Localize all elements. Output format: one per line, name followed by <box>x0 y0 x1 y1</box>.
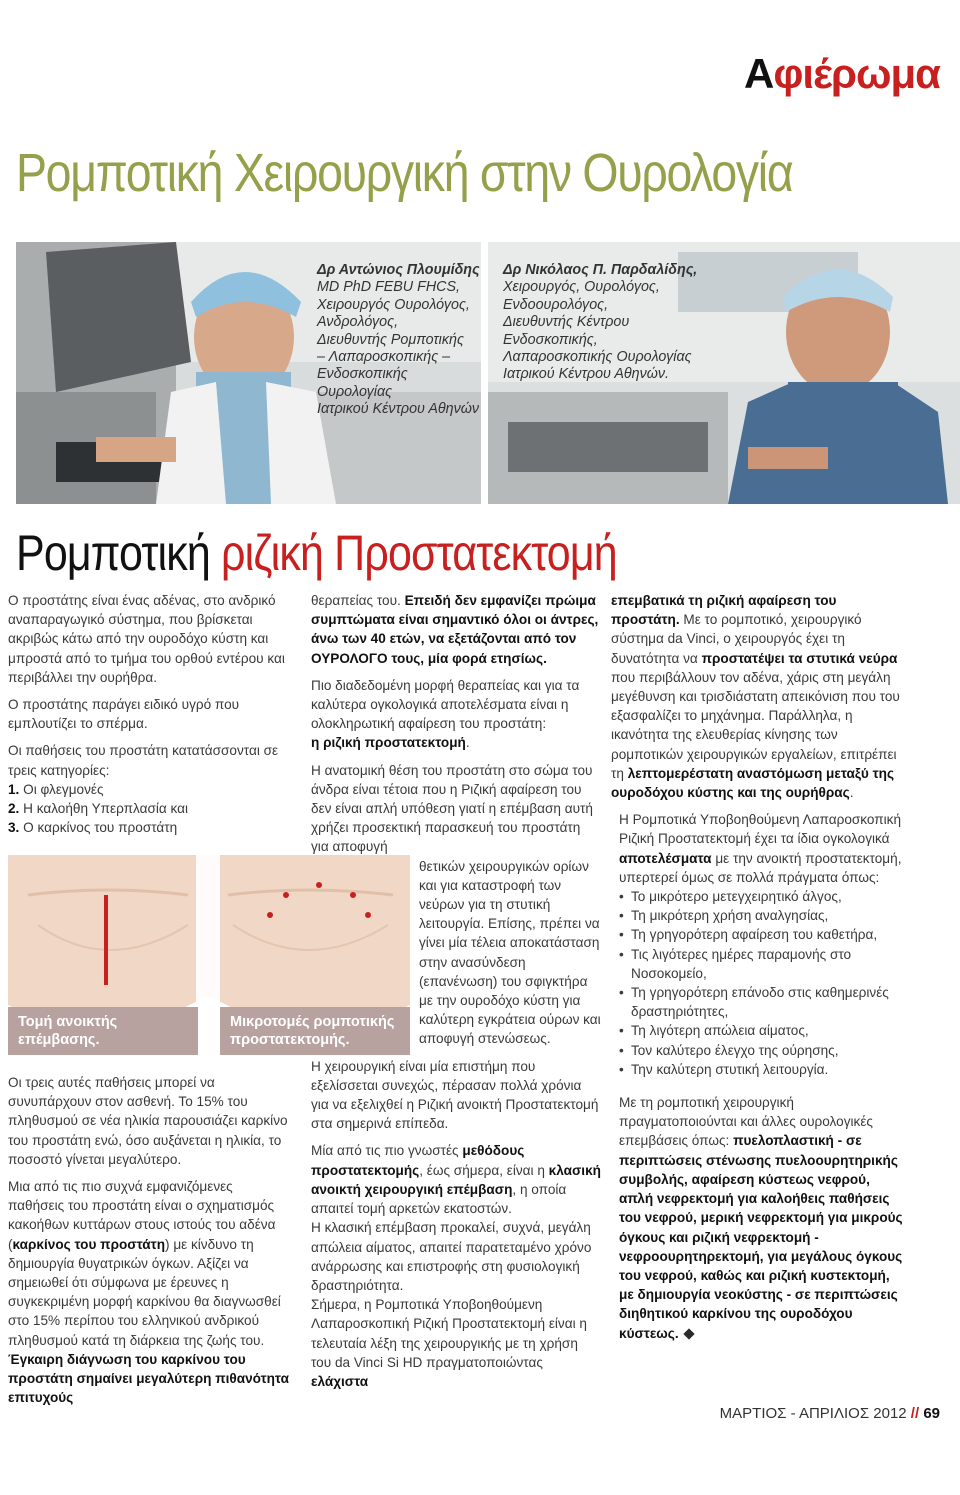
benefit-item: • Τον καλύτερο έλεγχο της ούρησης, <box>631 1041 903 1060</box>
text-run: με την ανοικτή προστατεκτομή, υπερτερεί όμως σε πολλά πράγματα όπως: <box>619 850 902 885</box>
benefit-item: • Το μικρότερο μετεγχειρητικό άλγος, <box>631 887 903 906</box>
paragraph <box>611 810 903 887</box>
paragraph: Πιο διαδεδομένη μορφή θεραπείας και για τα καλύτερα ογκολογικά αποτελέσματα είναι η ολοκληρωτική αφαίρεση του προστάτη: η ριζική προστατεκτομή. <box>311 677 580 751</box>
caption-line: Ανδρολόγος, <box>317 314 399 331</box>
paragraph <box>611 591 903 802</box>
emphasis: Επειδή δεν εμφανίζει πρώιμα συμπτώματα είναι σημαντικό όλοι οι άντρες, άνω των 40 ετών, να εξετάζονται από τον ΟΥΡΟΛΟΓΟ τους, μία φορά ετησίως. <box>311 593 599 666</box>
caption-line: Διευθυντής Ρομποτικής <box>317 331 464 348</box>
text-run: . <box>849 785 854 801</box>
list-item <box>8 818 290 837</box>
emphasis: λεπτομερέστατη αναστόμωση μεταξύ της ουροδόχου κύστης και της ουρήθρας <box>611 765 895 801</box>
benefit-item: • Τη μικρότερη χρήση αναλγησίας, <box>631 906 903 925</box>
paragraph <box>8 1177 290 1407</box>
caption-line: Ενδοουρολόγος, <box>503 296 609 313</box>
caption-doctor-1 <box>317 262 482 419</box>
caption-line: Ιατρικού Κέντρου Αθηνών <box>317 401 480 418</box>
caption-line: – Λαπαροσκοπικής – <box>317 349 451 366</box>
doctor-2-name: Δρ Νικόλαος Π. Παρδαλίδης, <box>503 262 698 278</box>
list-number: 3. <box>8 820 20 836</box>
text-run: Με το ρομποτικό, χειρουργικό σύστημα da Vinci, ο χειρουργός έχει τη δυνατότητα να <box>611 612 862 666</box>
emphasis: αποτελέσματα <box>619 850 712 866</box>
kicker-initial: Α <box>744 50 774 97</box>
caption-line: Χειρουργός Ουρολόγος, <box>317 296 470 313</box>
list-item <box>8 799 290 818</box>
emphasis: μεθόδους προστατεκτομής <box>311 1143 525 1178</box>
list-number: 1. <box>8 781 20 797</box>
text-run: Με τη ρομποτική χειρουργική πραγματοποιούνται και άλλες ουρολογικές επεμβάσεις όπως: <box>619 1095 873 1149</box>
paragraph: Η κλασική επέμβαση προκαλεί, συχνά, μεγάλη απώλεια αίματος, απαιτεί παρατεταμένο χρόνο ανάρρωσης και επιστροφής στη φυσιολογική δραστηριότητα. <box>311 1220 592 1293</box>
text-run: Μία από τις πιο γνωστές <box>311 1143 463 1159</box>
text-run: , έως σήμερα, είναι η <box>419 1162 549 1178</box>
paragraph: Ο προστάτης παράγει ειδικό υγρό που εμπλουτίζει το σπέρμα. <box>8 697 240 732</box>
paragraph: Η ανατομική θέση του προστάτη στο σώμα του άνδρα είναι τέτοια που η Ριζική αφαίρεση του δεν είναι απλή υπόθεση γιατί η επέμβαση αυτή χρήζει προσεκτική παρασκευή του προστάτη για αποφυγή <box>311 762 593 855</box>
section-title-main: Ρομποτική <box>16 525 210 581</box>
kicker-rest: φιέρωμα <box>773 50 940 97</box>
list-item <box>8 780 290 799</box>
doctor-1-name: Δρ Αντώνιος Πλουμίδης <box>317 262 480 278</box>
text-run: Μια από τις πιο συχνά εμφανιζόμενες παθήσεις του προστάτη είναι ο σχηματισμός κακοήθων κυττάρων στους ιστούς του αδένα ( <box>8 1179 276 1252</box>
caption-line: Ενδοσκοπικής, <box>503 331 598 348</box>
benefit-item: • Τη λιγότερη απώλεια αίματος, <box>631 1021 903 1040</box>
column-1-bottom <box>8 1073 290 1415</box>
text-run: ) με κίνδυνο τη δημιουργία θυγατρικών όγκων. Αξίζει να σημειωθεί ότι σύμφωνα με έρευνες η συγκεκριμένη μορφή καρκίνου θα διαγνωσθεί στο 15% περίπου του ελληνικού ανδρικού πληθυσμού κατά τη διάρκεια της ζωής του. <box>8 1236 281 1348</box>
paragraph: Οι τρεις αυτές παθήσεις μπορεί να συνυπάρχουν στον ασθενή. Το 15% του πληθυσμού σε νέα ηλικία παρουσιάζει καρκίνο του προστάτη ενώ, όσο αυξάνεται η ηλικία, το ποσοστό γίνεται μεγαλύτερο. <box>8 1075 288 1167</box>
paragraph <box>311 591 601 668</box>
text-run: Η Ρομποτικά Υποβοηθούμενη Λαπαροσκοπική Ριζική Προστατεκτομή έχει τα ίδια ογκολογικά <box>619 812 902 847</box>
emphasis: κλασική ανοικτή χειρουργική επέμβαση <box>311 1162 601 1197</box>
page-footer <box>720 1405 940 1422</box>
label-open-surgery: Τομή ανοικτής επέμβασης. <box>8 1007 198 1055</box>
caption-line: Ενδοσκοπικής Ουρολογίας <box>317 366 408 400</box>
footer-separator: // <box>910 1405 920 1422</box>
text-run: , η οποία απαιτεί τομή αρκετών εκατοστών. <box>311 1181 567 1217</box>
section-title <box>16 524 617 582</box>
issue-date: ΜΑΡΤΙΟΣ - ΑΠΡΙΛΙΟΣ 2012 <box>719 1405 907 1422</box>
paragraph: θετικών χειρουργικών ορίων και για καταστροφή των νεύρων για τη στυτική λειτουργία. Επίσης, πρέπει να γίνει μία τέλεια αποκατάσταση στην ανασύνδεση (επανένωση) του σφιγκτήρα με την ουροδόχο κύστη για καλύτερη εγκράτεια ούρων και αποφυγή στενώσεως. <box>419 858 601 1047</box>
emphasis: πυελοπλαστική - σε περιπτώσεις στένωσης πυελοουρητηρικής συμβολής, αφαίρεση κύστεως νεφρού, απλή νεφρεκτομή για καλοήθεις παθήσεις του νεφρού, μερική νεφρεκτομή για μικρούς όγκους και ριζική νεφρεκτομή - νεφροουρητηρεκτομή, για μεγάλους όγκους του νεφρού, καθώς και ριζική κυστεκτομή, με δημιουργία νεοκύστης - σε περιπτώσεις διηθητικού καρκίνου της ουροδόχου κύστεως. <box>619 1133 903 1341</box>
page-number: 69 <box>923 1405 940 1422</box>
list-text: Ο καρκίνος του προστάτη <box>23 820 178 836</box>
emphasis: προστατέψει τα στυτικά νεύρα <box>701 650 898 666</box>
list-text: Η καλοήθη Υπερπλασία και <box>23 801 189 817</box>
caption-line: Διευθυντής Κέντρου <box>503 314 630 331</box>
benefit-item: • Τη γρηγορότερη επάνοδο στις καθημερινές δραστηριότητες, <box>631 983 903 1021</box>
paragraph <box>311 1141 601 1218</box>
page-title: Ρομποτική Χειρουργική στην Ουρολογία <box>16 143 793 203</box>
emphasis: ελάχιστα <box>311 1373 369 1389</box>
column-3 <box>611 591 903 1351</box>
label-robotic-incisions: Μικροτομές ρομποτικής προστατεκτομής. <box>220 1007 410 1055</box>
emphasis: επεμβατικά τη ριζική αφαίρεση του προστάτη. <box>611 593 837 628</box>
paragraph: Ο προστάτης είναι ένας αδένας, στο ανδρικό αναπαραγωγικό σύστημα, που βρίσκεται ακριβώς κάτω από την ουροδόχο κύστη και μπροστά από το τμήμα του ορθού εντέρου και περιβάλλει την ουρήθρα. <box>8 593 285 685</box>
list-number: 2. <box>8 801 20 817</box>
text-run: Παράλληλα, η ικανότητα της ελευθερίας κίνησης των ρομποτικών χειρουργικών εργαλείων, επιτρέπει τη <box>611 708 897 781</box>
caption-doctor-2 <box>503 262 703 384</box>
column-2 <box>311 591 601 1399</box>
caption-line: Χειρουργός, Ουρολόγος, <box>503 279 660 296</box>
benefits-list <box>611 887 903 1079</box>
end-mark-icon <box>683 1328 694 1339</box>
benefit-item: • Την καλύτερη στυτική λειτουργία. <box>631 1060 903 1079</box>
benefit-item: • Τις λιγότερες ημέρες παραμονής στο Νοσοκομείο, <box>631 945 903 983</box>
paragraph <box>311 1295 601 1391</box>
caption-line: MD PhD FEBU FHCS, <box>317 279 460 296</box>
section-title-accent: ριζική Προστατεκτομή <box>221 525 617 581</box>
paragraph: Οι παθήσεις του προστάτη κατατάσσονται σε τρεις κατηγορίες: <box>8 743 279 778</box>
list-text: Οι φλεγμονές <box>23 781 104 797</box>
emphasis: καρκίνος του προστάτη <box>12 1236 166 1252</box>
caption-line: Ιατρικού Κέντρου Αθηνών. <box>503 366 669 383</box>
emphasis: η ριζική προστατεκτομή <box>311 735 466 751</box>
benefit-item: • Τη γρηγορότερη αφαίρεση του καθετήρα, <box>631 925 903 944</box>
text-run: θεραπείας του. <box>311 593 405 608</box>
text-run: Σήμερα, η Ρομποτικά Υποβοηθούμενη Λαπαροσκοπική Ριζική Προστατεκτομή είναι η τελευταία λέξη της χειρουργικής με τη χρήση του da Vinci Si HD πραγματοποιώντας <box>311 1297 587 1370</box>
conditions-list <box>8 780 290 838</box>
column-1-top <box>8 591 290 837</box>
text-run: που περιβάλλουν τον αδένα, χάρις στη μεγάλη μεγέθυνση και τρισδιάστατη απεικόνιση που του εξασφαλίζει το μηχάνημα. <box>611 669 900 724</box>
paragraph <box>611 1093 903 1343</box>
text-run: Πιο διαδεδομένη μορφή θεραπείας και για τα καλύτερα ογκολογικά αποτελέσματα είναι η ολοκληρωτική αφαίρεση του προστάτη: <box>311 677 580 732</box>
caption-line: Λαπαροσκοπικής Ουρολογίας <box>503 349 692 366</box>
emphasis: Έγκαιρη διάγνωση του καρκίνου του προστάτη σημαίνει μεγαλύτερη πιθανότητα επιτυχούς <box>8 1351 289 1406</box>
section-kicker <box>744 50 940 98</box>
paragraph: Η χειρουργική είναι μία επιστήμη που εξελίσσεται συνεχώς, πέρασαν πολλά χρόνια για να εξελιχθεί η Ριζική ανοικτή Προστατεκτομή στα σημερινά επίπεδα. <box>311 1058 599 1132</box>
